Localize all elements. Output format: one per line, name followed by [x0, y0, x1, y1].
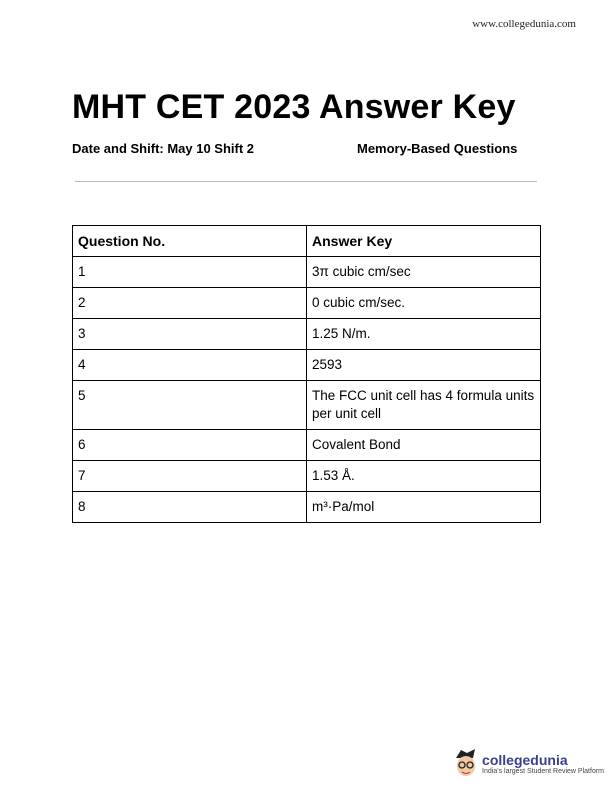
question-number-cell: 2 — [73, 288, 307, 319]
logo-tagline: India's largest Student Review Platform — [482, 767, 604, 775]
date-shift: Date and Shift: May 10 Shift 2 — [72, 141, 255, 156]
page-title: MHT CET 2023 Answer Key — [72, 88, 516, 126]
question-number-cell: 6 — [73, 430, 307, 461]
answer-cell: 1.25 N/m. — [307, 319, 541, 350]
header-question-no: Question No. — [73, 226, 307, 257]
table-header-row — [73, 226, 541, 257]
mascot-icon — [453, 748, 479, 778]
answer-key-table — [72, 225, 541, 523]
table-row — [73, 430, 541, 461]
question-number-cell: 4 — [73, 350, 307, 381]
answer-cell: The FCC unit cell has 4 formula units per unit cell — [307, 381, 541, 430]
table-row — [73, 257, 541, 288]
question-number-cell: 3 — [73, 319, 307, 350]
answer-cell: 2593 — [307, 350, 541, 381]
watermark-url: www.collegedunia.com — [472, 18, 576, 30]
answer-cell: m³·Pa/mol — [307, 492, 541, 523]
table-row — [73, 381, 541, 430]
table-row — [73, 319, 541, 350]
table-row — [73, 350, 541, 381]
logo-name: collegedunia — [482, 751, 568, 768]
collegedunia-logo — [453, 748, 604, 778]
answer-cell: 0 cubic cm/sec. — [307, 288, 541, 319]
question-type: Memory-Based Questions — [357, 141, 518, 156]
header-answer-key: Answer Key — [307, 226, 541, 257]
question-number-cell: 7 — [73, 461, 307, 492]
table-row — [73, 288, 541, 319]
divider — [75, 181, 537, 182]
question-number-cell: 8 — [73, 492, 307, 523]
table-row — [73, 492, 541, 523]
answer-cell: Covalent Bond — [307, 430, 541, 461]
question-number-cell: 1 — [73, 257, 307, 288]
answer-cell: 3π cubic cm/sec — [307, 257, 541, 288]
table-row — [73, 461, 541, 492]
question-number-cell: 5 — [73, 381, 307, 430]
answer-cell: 1.53 Å. — [307, 461, 541, 492]
